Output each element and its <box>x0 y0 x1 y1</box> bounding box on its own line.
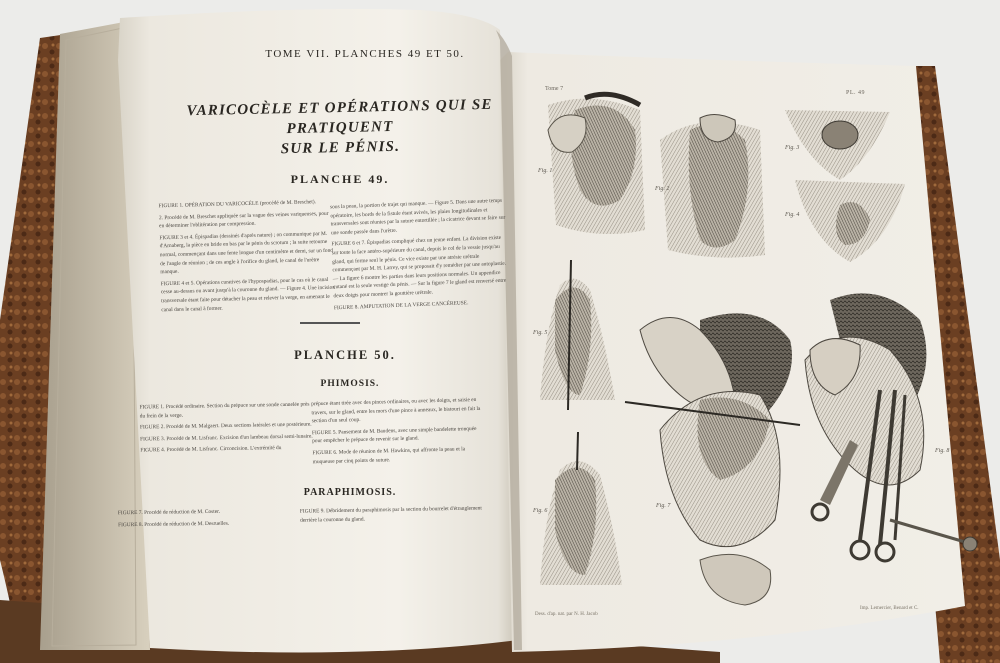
paragraph: FIGURE 3 et 4. Épispadias (dessinés d'après nature) ; on communique par M. d'Arnaberg, la pièce en bride en bas par le pénis du scrotum ; la suite retourne normal, commençant dans une fente longue d'un centimètre et demi, sur un fond de l'angle de réunion ; de ces angle à l'orifice du gland, le canal de l'urètre manque. <box>159 230 334 276</box>
figure-label: Fig. 6 <box>533 508 548 514</box>
figure-label: Fig. 4 <box>785 212 800 218</box>
paragraph: FIGURE 4. Procédé de M. Lisfranc. Circoncision. L'extrémité du <box>140 445 282 454</box>
paragraph: FIGURE 1. Procédé ordinaire. Section du prépuce sur une sonde cannelée près du frein de la verge. <box>139 401 310 420</box>
figure-label: Fig. 8 <box>935 448 950 454</box>
figure-label: Fig. 2 <box>655 186 670 192</box>
paragraph: FIGURE 9. Débridement du paraphimosis par la section du bourrelet d'étranglement derrière la couronne du gland. <box>299 505 482 524</box>
plate-tome-label: Tome 7 <box>545 86 564 92</box>
paragraph: FIGURE 7. Procédé de réduction de M. Coster. <box>117 508 221 517</box>
paragraph: FIGURE 6 et 7. Épispadias compliqué chez un jeune enfant. La division existe sur toute la face antéro-supérieure du canal, depuis le col de la vessie jusqu'au gland, qui forme seul le pénis. Ce vice existe par une atrésie urétrale commençant par M. H. Larrey, qui se proposait d'y remédier par une autoplastie. — La figure 6 montre les parties dans leurs positions normales. Un appendice cutané est la seule vestige du pénis. — Sur la figure 7 le gland est renversé entre deux doigts pour montrer la gouttière urétrale. <box>331 235 507 300</box>
planche-50-heading: PLANCHE 50. <box>294 348 396 362</box>
paragraph: 2. Procédé de M. Breschet appliquée sur la vague des veines variqueuses, pour en déterminer l'oblitération par compression. <box>158 210 329 230</box>
paragraph: FIGURE 8. AMPUTATION DE LA VERGE CANCÉREUSE. <box>333 299 469 311</box>
paraphimosis-heading: PARAPHIMOSIS. <box>303 487 397 498</box>
left-page <box>118 9 518 653</box>
chapter-title-line2: SUR LE PÉNIS. <box>280 138 401 158</box>
paragraph: FIGURE 3. Procédé de M. Lisfranc. Excision d'un lambeau dorsal semi-lunaire. <box>140 433 313 443</box>
paragraph: FIGURE 2. Procédé de M. Malgaert. Deux sections latérales et une postérieure. <box>139 421 312 431</box>
phimosis-heading: PHIMOSIS. <box>320 379 380 389</box>
planche-49-heading: PLANCHE 49. <box>290 172 390 186</box>
paragraph: FIGURE 6. Mode de réunion de M. Hawkins, qui affronte la peau et la muqueuse par cinq points de suture. <box>312 446 466 465</box>
paragraph: FIGURE 5. Pansement de M. Baudens, avec une simple bandelette tronquée pour empêcher le prépuce de revenir sur le gland. <box>311 425 477 445</box>
figure-label: Fig. 7 <box>656 503 671 509</box>
plate-number: PL. 49 <box>846 90 866 96</box>
plate-credit-right: Imp. Lemercier, Benard et C. <box>860 606 919 611</box>
paragraph: FIGURE 4 et 5. Opérations curatives de l'hypospadias, pour le cas où le canal cesse au-dessus ou avant jusqu'à la couronne du gland. — Figure 4. Une incision transversale étant faite pour détacher la peau et relever la verge, en amenant le canal dans le canal à former. <box>160 276 336 313</box>
plate-credit-left: Dess. d'ap. nat. par N. H. Jacob <box>535 612 598 617</box>
paragraph: FIGURE 8. Procédé de réduction de M. Desruelles. <box>118 520 230 528</box>
chapter-title-line1: VARICOCÈLE ET OPÉRATIONS QUI SE PRATIQUENT <box>186 96 493 138</box>
figure-label: Fig. 5 <box>533 330 548 336</box>
paragraph: prépuce étant tirée avec des pinces ordinaires, ou avec les doigts, et saisie en travers, sur le gland, entre les mors d'une pince à anneaux, le bistouri en fait la section d'un seul coup. <box>311 396 481 425</box>
paragraph: sous la peau, la portion de trajet qui manque. — Figure 5. Dans une autre temps opératoire, les bords de la fistule étant avivés, les plaies longitudinales et transversales sont réunies par la suture entortillée ; la cicatrice devant se faire sur une sonde passée dans l'urètre. <box>329 197 506 237</box>
paragraph: FIGURE 1. OPÉRATION DU VARICOCÈLE (procédé de M. Breschet). <box>158 199 317 210</box>
figure-label: Fig. 3 <box>785 145 800 151</box>
page-header: TOME VII. PLANCHES 49 ET 50. <box>265 48 465 60</box>
illustration-fig2 <box>660 114 765 257</box>
illustration-fig1 <box>548 94 645 234</box>
figure-label: Fig. 1 <box>538 168 553 174</box>
